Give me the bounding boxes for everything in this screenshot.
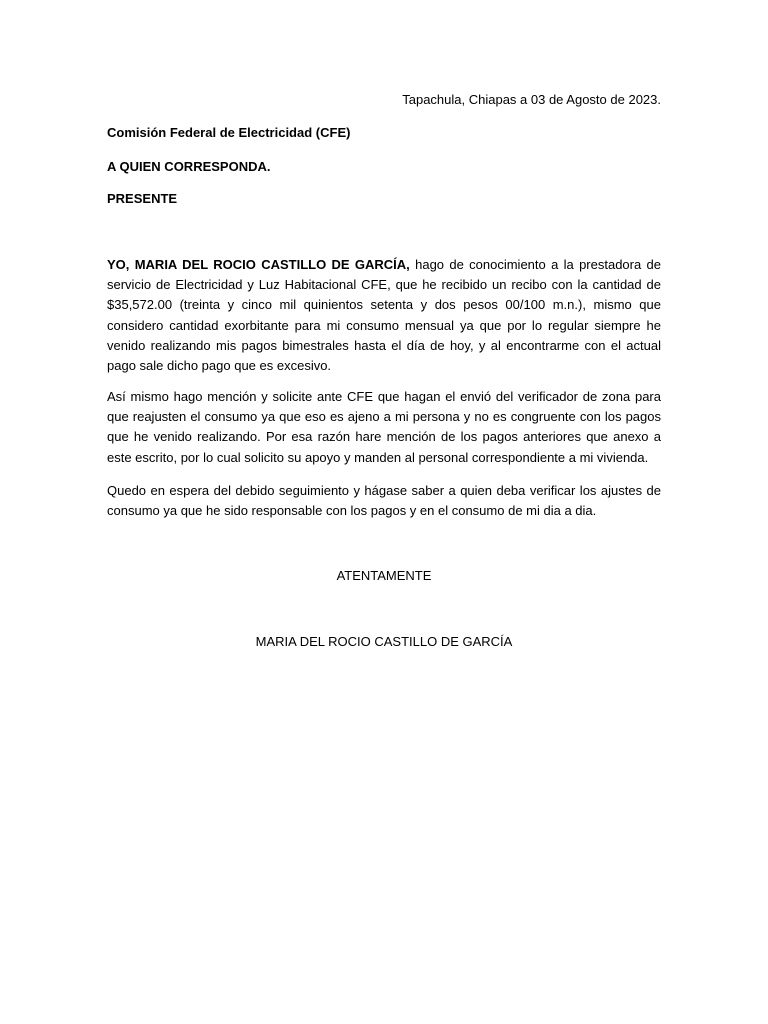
paragraph-1-lead: YO, MARIA DEL ROCIO CASTILLO DE GARCÍA,: [107, 257, 410, 272]
place-date: Tapachula, Chiapas a 03 de Agosto de 2023.: [402, 92, 661, 107]
signature-name: MARIA DEL ROCIO CASTILLO DE GARCÍA: [255, 634, 513, 649]
paragraph-2: Así mismo hago mención y solicite ante CFE que hagan el envió del verificador de zona para que reajusten el consumo ya que eso es ajeno a mi persona y no es congruente con los pagos que he venido realizando. Por esa razón hare mención de los pagos anteriores que anexo a este escrito, por lo cual solicito su apoyo y manden al personal correspondiente a mi vivienda.: [107, 389, 661, 465]
to-whom-salutation: A QUIEN CORRESPONDA.: [107, 159, 271, 174]
closing: ATENTAMENTE: [336, 568, 432, 583]
paragraph-1-text: hago de conocimiento a la prestadora de servicio de Electricidad y Luz Habitacional CFE, que he recibido un recibo con la cantidad de $35,572.00 (treinta y cinco mil quinientos setenta y dos pesos 00/100 m.n.), mismo que considero cantidad exorbitante para mi consumo mensual ya que por lo regular siempre he venido realizando mis pagos bimestrales hasta el día de hoy, y al encontrarme con el actual pago sale dicho pago que es excesivo.: [107, 257, 662, 374]
paragraph-3: Quedo en espera del debido seguimiento y hágase saber a quien deba verificar los ajustes de consumo ya que he sido responsable con los pagos y en el consumo de mi dia a dia.: [107, 483, 661, 519]
paragraph-1: [107, 255, 661, 376]
present-heading: PRESENTE: [107, 191, 178, 206]
addressee: Comisión Federal de Electricidad (CFE): [107, 125, 351, 140]
